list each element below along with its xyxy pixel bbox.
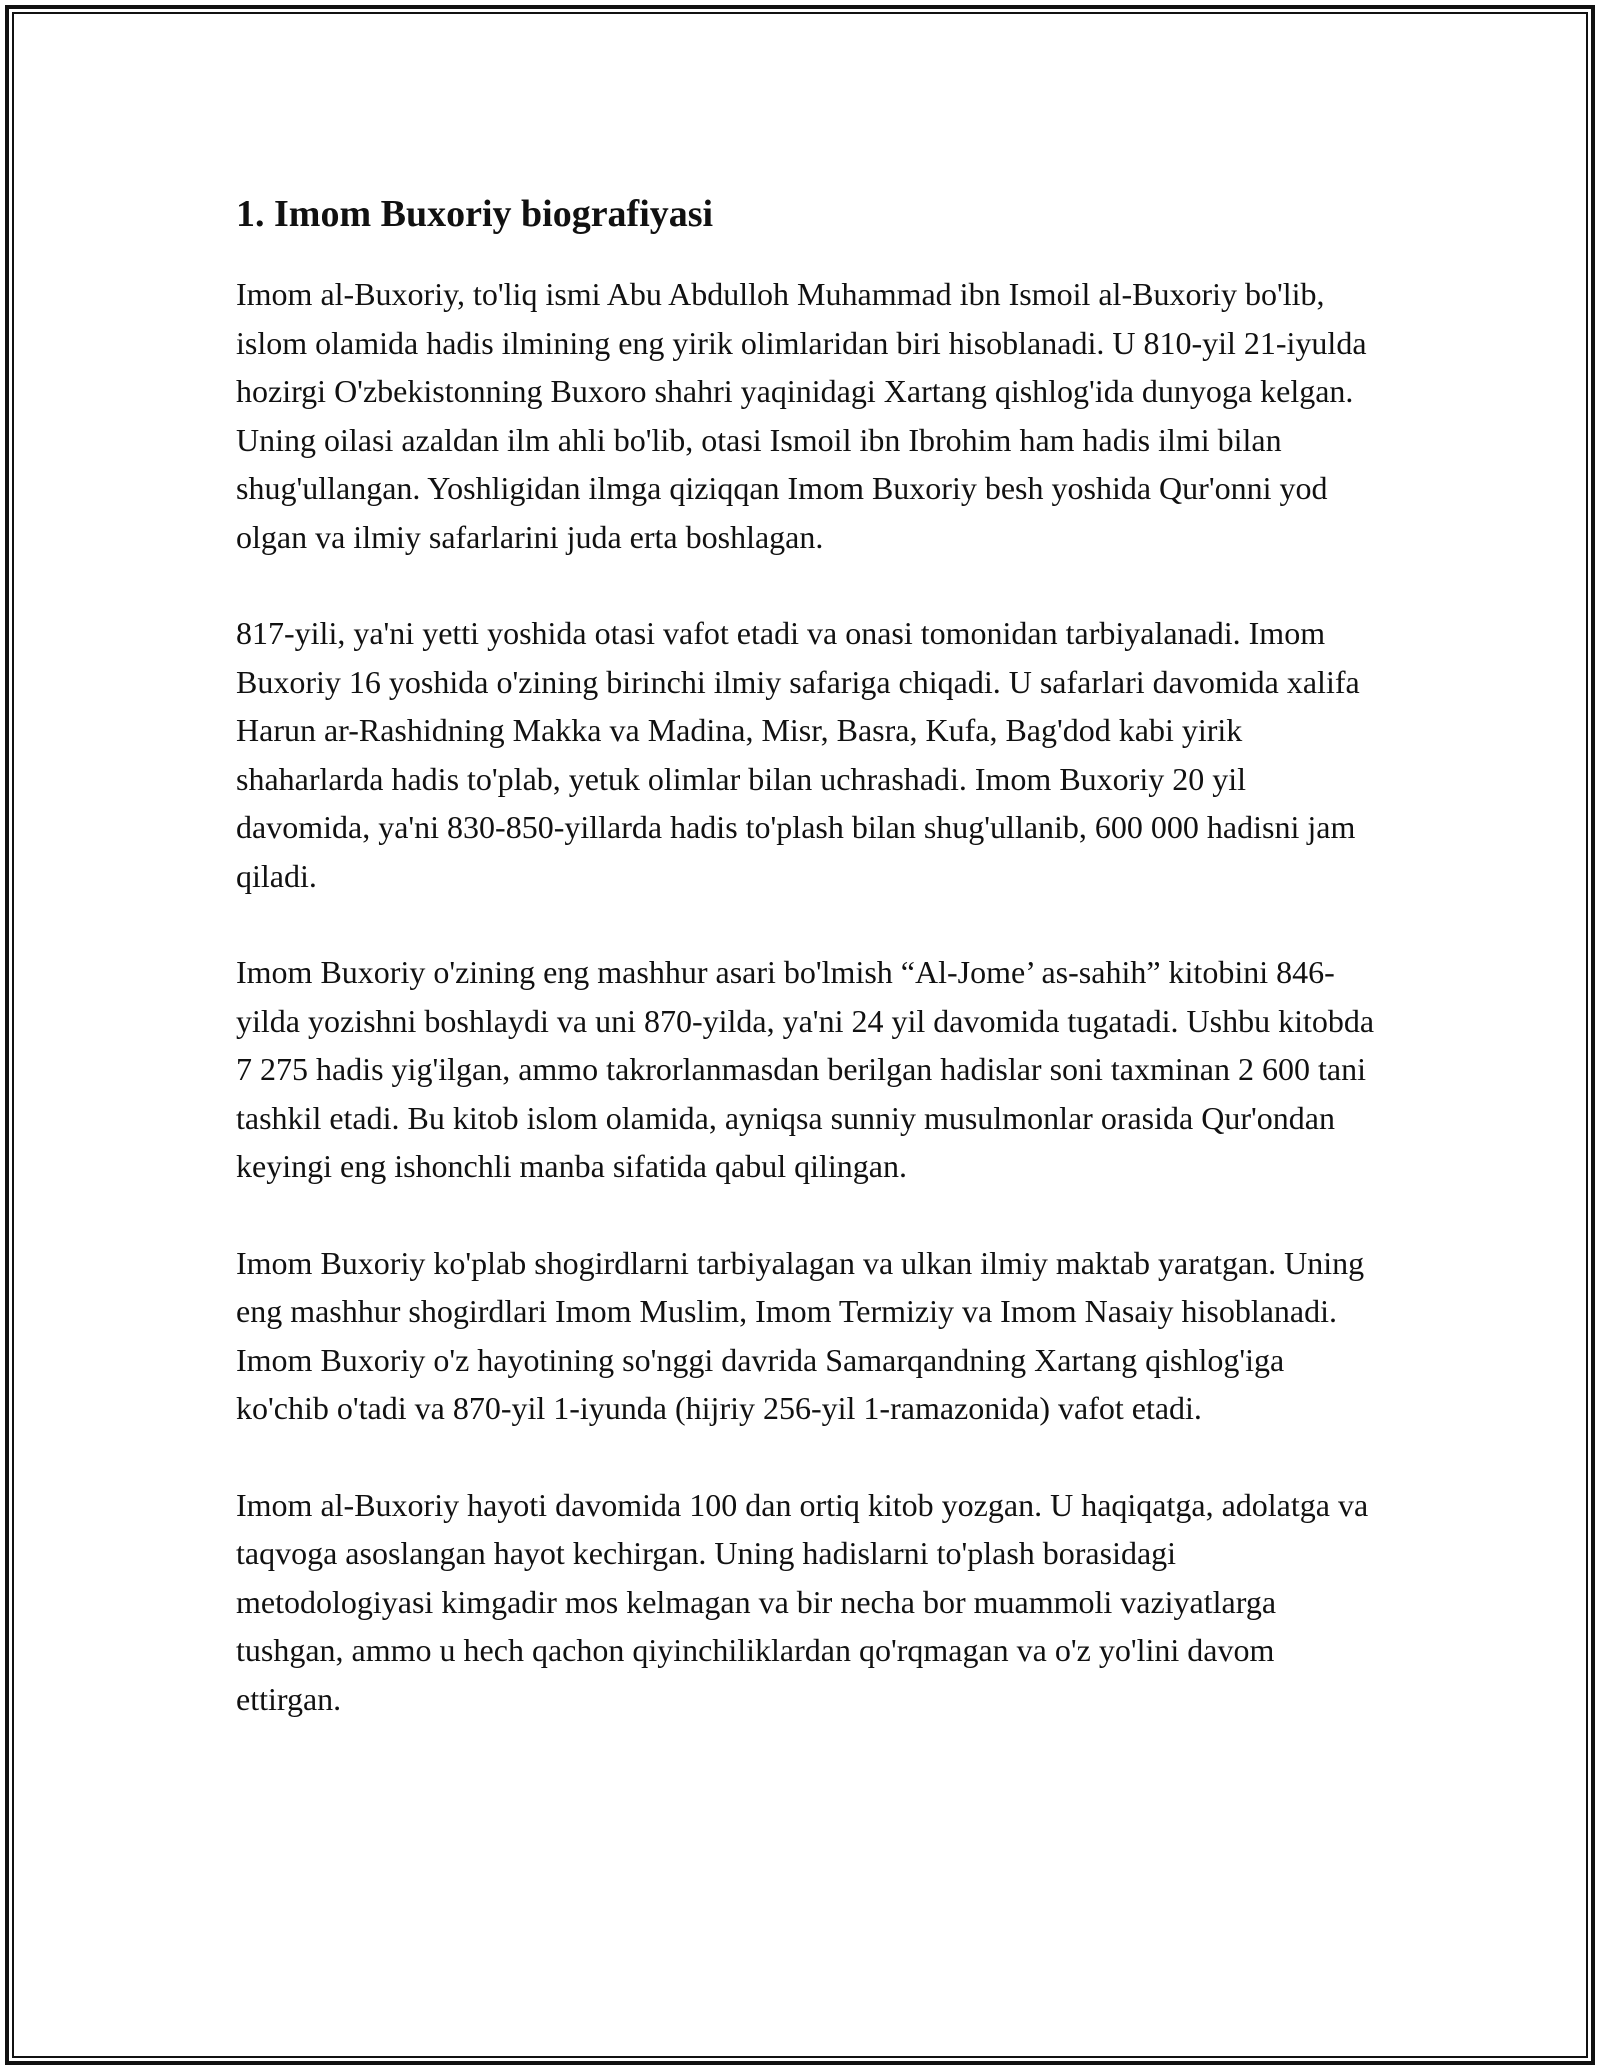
paragraph-4: Imom Buxoriy ko'plab shogirdlarni tarbiyalagan va ulkan ilmiy maktab yaratgan. Uning eng mashhur shogirdlari Imom Muslim, Imom Termiziy va Imom Nasaiy hisoblanadi. Imom Buxoriy o'z hayotining so'nggi davrida Samarqandning Xartang qishlog'iga ko'chib o'tadi va 870-yil 1-iyunda (hijriy 256-yil 1-ramazonida) vafot etadi. <box>236 1244 1365 1426</box>
document-body <box>236 186 1376 1771</box>
paragraph-5: Imom al-Buxoriy hayoti davomida 100 dan ortiq kitob yozgan. U haqiqatga, adolatga va taqvoga asoslangan hayot kechirgan. Uning hadislarni to'plash borasidagi metodologiyasi kimgadir mos kelmagan va bir necha bor muammoli vaziyatlarga tushgan, ammo u hech qachon qiyinchiliklardan qo'rqmagan va o'z yo'lini davom ettirgan. <box>236 1486 1369 1717</box>
paragraph-2: 817-yili, ya'ni yetti yoshida otasi vafot etadi va onasi tomonidan tarbiyalanadi. Imom Buxoriy 16 yoshida o'zining birinchi ilmiy safariga chiqadi. U safarlari davomida xalifa Harun ar-Rashidning Makka va Madina, Misr, Basra, Kufa, Bag'dod kabi yirik shaharlarda hadis to'plab, yetuk olimlar bilan uchrashadi. Imom Buxoriy 20 yil davomida, ya'ni 830-850-yillarda hadis to'plash bilan shug'ullanib, 600 000 hadisni jam qiladi. <box>236 615 1360 894</box>
document-heading: 1. Imom Buxoriy biografiyasi <box>236 193 714 235</box>
paragraph-1: Imom al-Buxoriy, to'liq ismi Abu Abdulloh Muhammad ibn Ismoil al-Buxoriy bo'lib, islom olamida hadis ilmining eng yirik olimlaridan biri hisoblanadi. U 810-yil 21-iyulda hozirgi O'zbekistonning Buxoro shahri yaqinidagi Xartang qishlog'ida dunyoga kelgan. Uning oilasi azaldan ilm ahli bo'lib, otasi Ismoil ibn Ibrohim ham hadis ilmi bilan shug'ullangan. Yoshligidan ilmga qiziqqan Imom Buxoriy besh yoshida Qur'onni yod olgan va ilmiy safarlarini juda erta boshlagan. <box>236 276 1367 555</box>
paragraph-3: Imom Buxoriy o'zining eng mashhur asari bo'lmish “Al-Jome’ as-sahih” kitobini 846-yilda yozishni boshlaydi va uni 870-yilda, ya'ni 24 yil davomida tugatadi. Ushbu kitobda 7 275 hadis yig'ilgan, ammo takrorlanmasdan berilgan hadislar soni taxminan 2 600 tani tashkil etadi. Bu kitob islom olamida, ayniqsa sunniy musulmonlar orasida Qur'ondan keyingi eng ishonchli manba sifatida qabul qilingan. <box>236 954 1375 1184</box>
